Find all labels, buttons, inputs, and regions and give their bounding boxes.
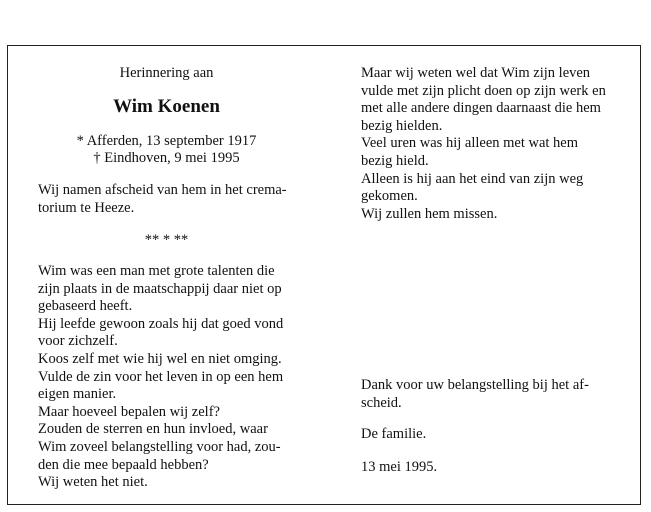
closing-line: met alle andere dingen daarnaast die hem bbox=[361, 100, 601, 117]
body-line: den die mee bepaald hebben? bbox=[38, 456, 209, 473]
thanks-line: scheid. bbox=[361, 394, 402, 411]
body-line: Zouden de sterren en hun invloed, waar bbox=[38, 421, 268, 438]
body-line: Maar hoeveel bepalen wij zelf? bbox=[38, 403, 220, 420]
body-line: zijn plaats in de maatschappij daar niet op bbox=[38, 280, 282, 297]
separator: ** * ** bbox=[144, 232, 189, 248]
farewell-line: Wij namen afscheid van hem in het crema- bbox=[38, 182, 287, 198]
thanks-line: Dank voor uw belangstelling bij het af- bbox=[361, 377, 589, 393]
closing-line: gekomen. bbox=[361, 188, 418, 205]
farewell-paragraph bbox=[38, 182, 295, 217]
closing-line: Alleen is hij aan het eind van zijn weg bbox=[361, 170, 584, 187]
body-line: Wim zoveel belangstelling voor had, zou- bbox=[38, 438, 281, 455]
body-paragraph bbox=[38, 263, 295, 492]
body-line: Koos zelf met wie hij wel en niet omging. bbox=[38, 350, 282, 367]
closing-line: Veel uren was hij alleen met wat hem bbox=[361, 135, 579, 152]
closing-paragraph bbox=[361, 65, 618, 223]
closing-line: vulde met zijn plicht doen op zijn werk en bbox=[361, 82, 606, 99]
closing-line: bezig hielden. bbox=[361, 117, 443, 134]
signature: De familie. bbox=[361, 426, 427, 442]
body-line: Wim was een man met grote talenten die bbox=[38, 263, 275, 279]
thanks-paragraph bbox=[361, 377, 618, 412]
death-line: † Eindhoven, 9 mei 1995 bbox=[93, 150, 240, 166]
body-line: gebaseerd heeft. bbox=[38, 298, 133, 315]
heading: Herinnering aan bbox=[119, 65, 214, 81]
card-date: 13 mei 1995. bbox=[361, 459, 438, 475]
body-line: Hij leefde gewoon zoals hij dat goed vond bbox=[38, 315, 284, 332]
deceased-name: Wim Koenen bbox=[113, 96, 220, 117]
closing-line: Wij zullen hem missen. bbox=[361, 205, 498, 222]
body-line: eigen manier. bbox=[38, 386, 117, 403]
closing-line: Maar wij weten wel dat Wim zijn leven bbox=[361, 65, 591, 81]
closing-line: bezig hield. bbox=[361, 152, 429, 169]
farewell-line: torium te Heeze. bbox=[38, 199, 135, 216]
body-line: voor zichzelf. bbox=[38, 333, 118, 350]
body-line: Wij weten het niet. bbox=[38, 474, 148, 491]
birth-line: * Afferden, 13 september 1917 bbox=[76, 133, 257, 149]
body-line: Vulde de zin voor het leven in op een hem bbox=[38, 368, 284, 385]
